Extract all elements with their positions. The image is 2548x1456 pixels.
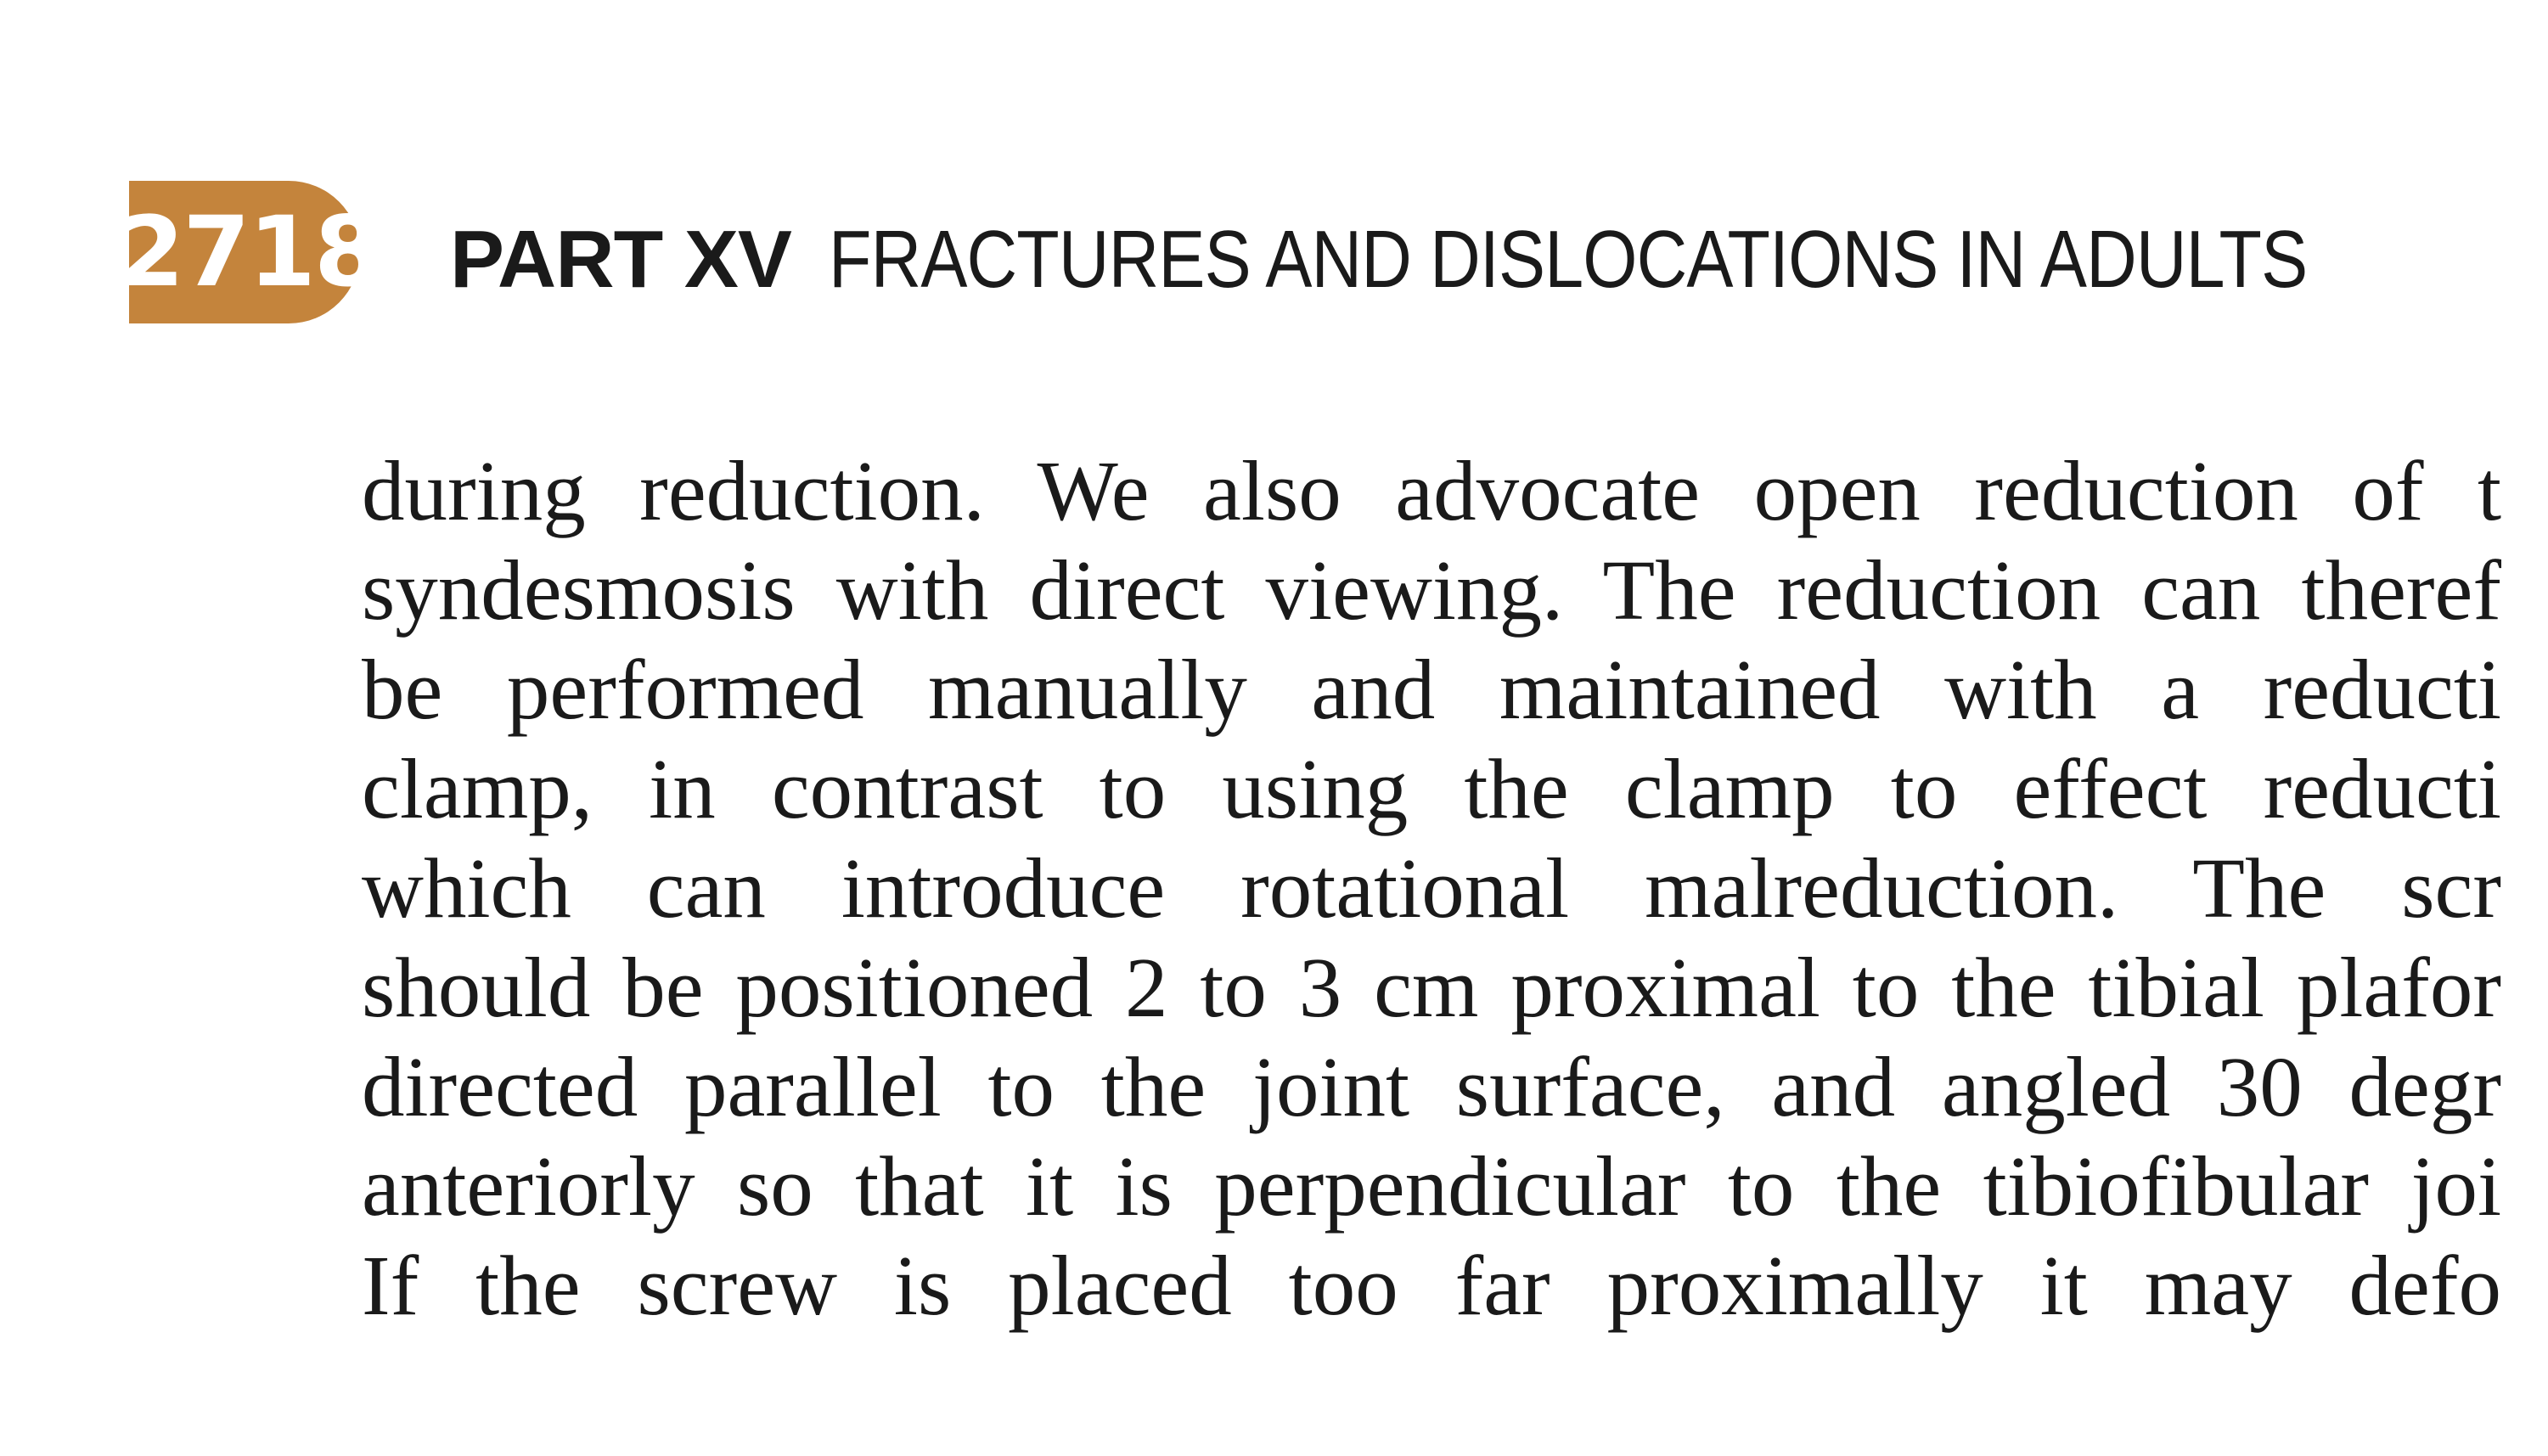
body-line: during reduction. We also advocate open reduction of t: [362, 443, 2501, 538]
page-number: 2718: [117, 195, 380, 308]
body-line: syndesmosis with direct viewing. The reduction can theref: [362, 542, 2501, 638]
body-line: directed parallel to the joint surface, and angled 30 degr: [362, 1039, 2501, 1134]
page-number-badge: [117, 181, 380, 323]
body-text: [362, 441, 2501, 1333]
body-line: anteriorly so that it is perpendicular to the tibiofibular joi: [362, 1138, 2501, 1234]
body-line: should be positioned 2 to 3 cm proximal to the tibial plafor: [362, 940, 2501, 1035]
body-line: clamp, in contrast to using the clamp to effect reducti: [362, 741, 2501, 836]
running-header: [450, 211, 2548, 309]
body-line: be performed manually and maintained with a reducti: [362, 642, 2501, 737]
part-title: FRACTURES AND DISLOCATIONS IN ADULTS: [828, 214, 2308, 305]
part-label: PART XV: [450, 214, 791, 305]
body-line: which can introduce rotational malreduction. The scr: [362, 840, 2501, 936]
body-line: If the screw is placed too far proximally it may defo: [362, 1238, 2501, 1333]
